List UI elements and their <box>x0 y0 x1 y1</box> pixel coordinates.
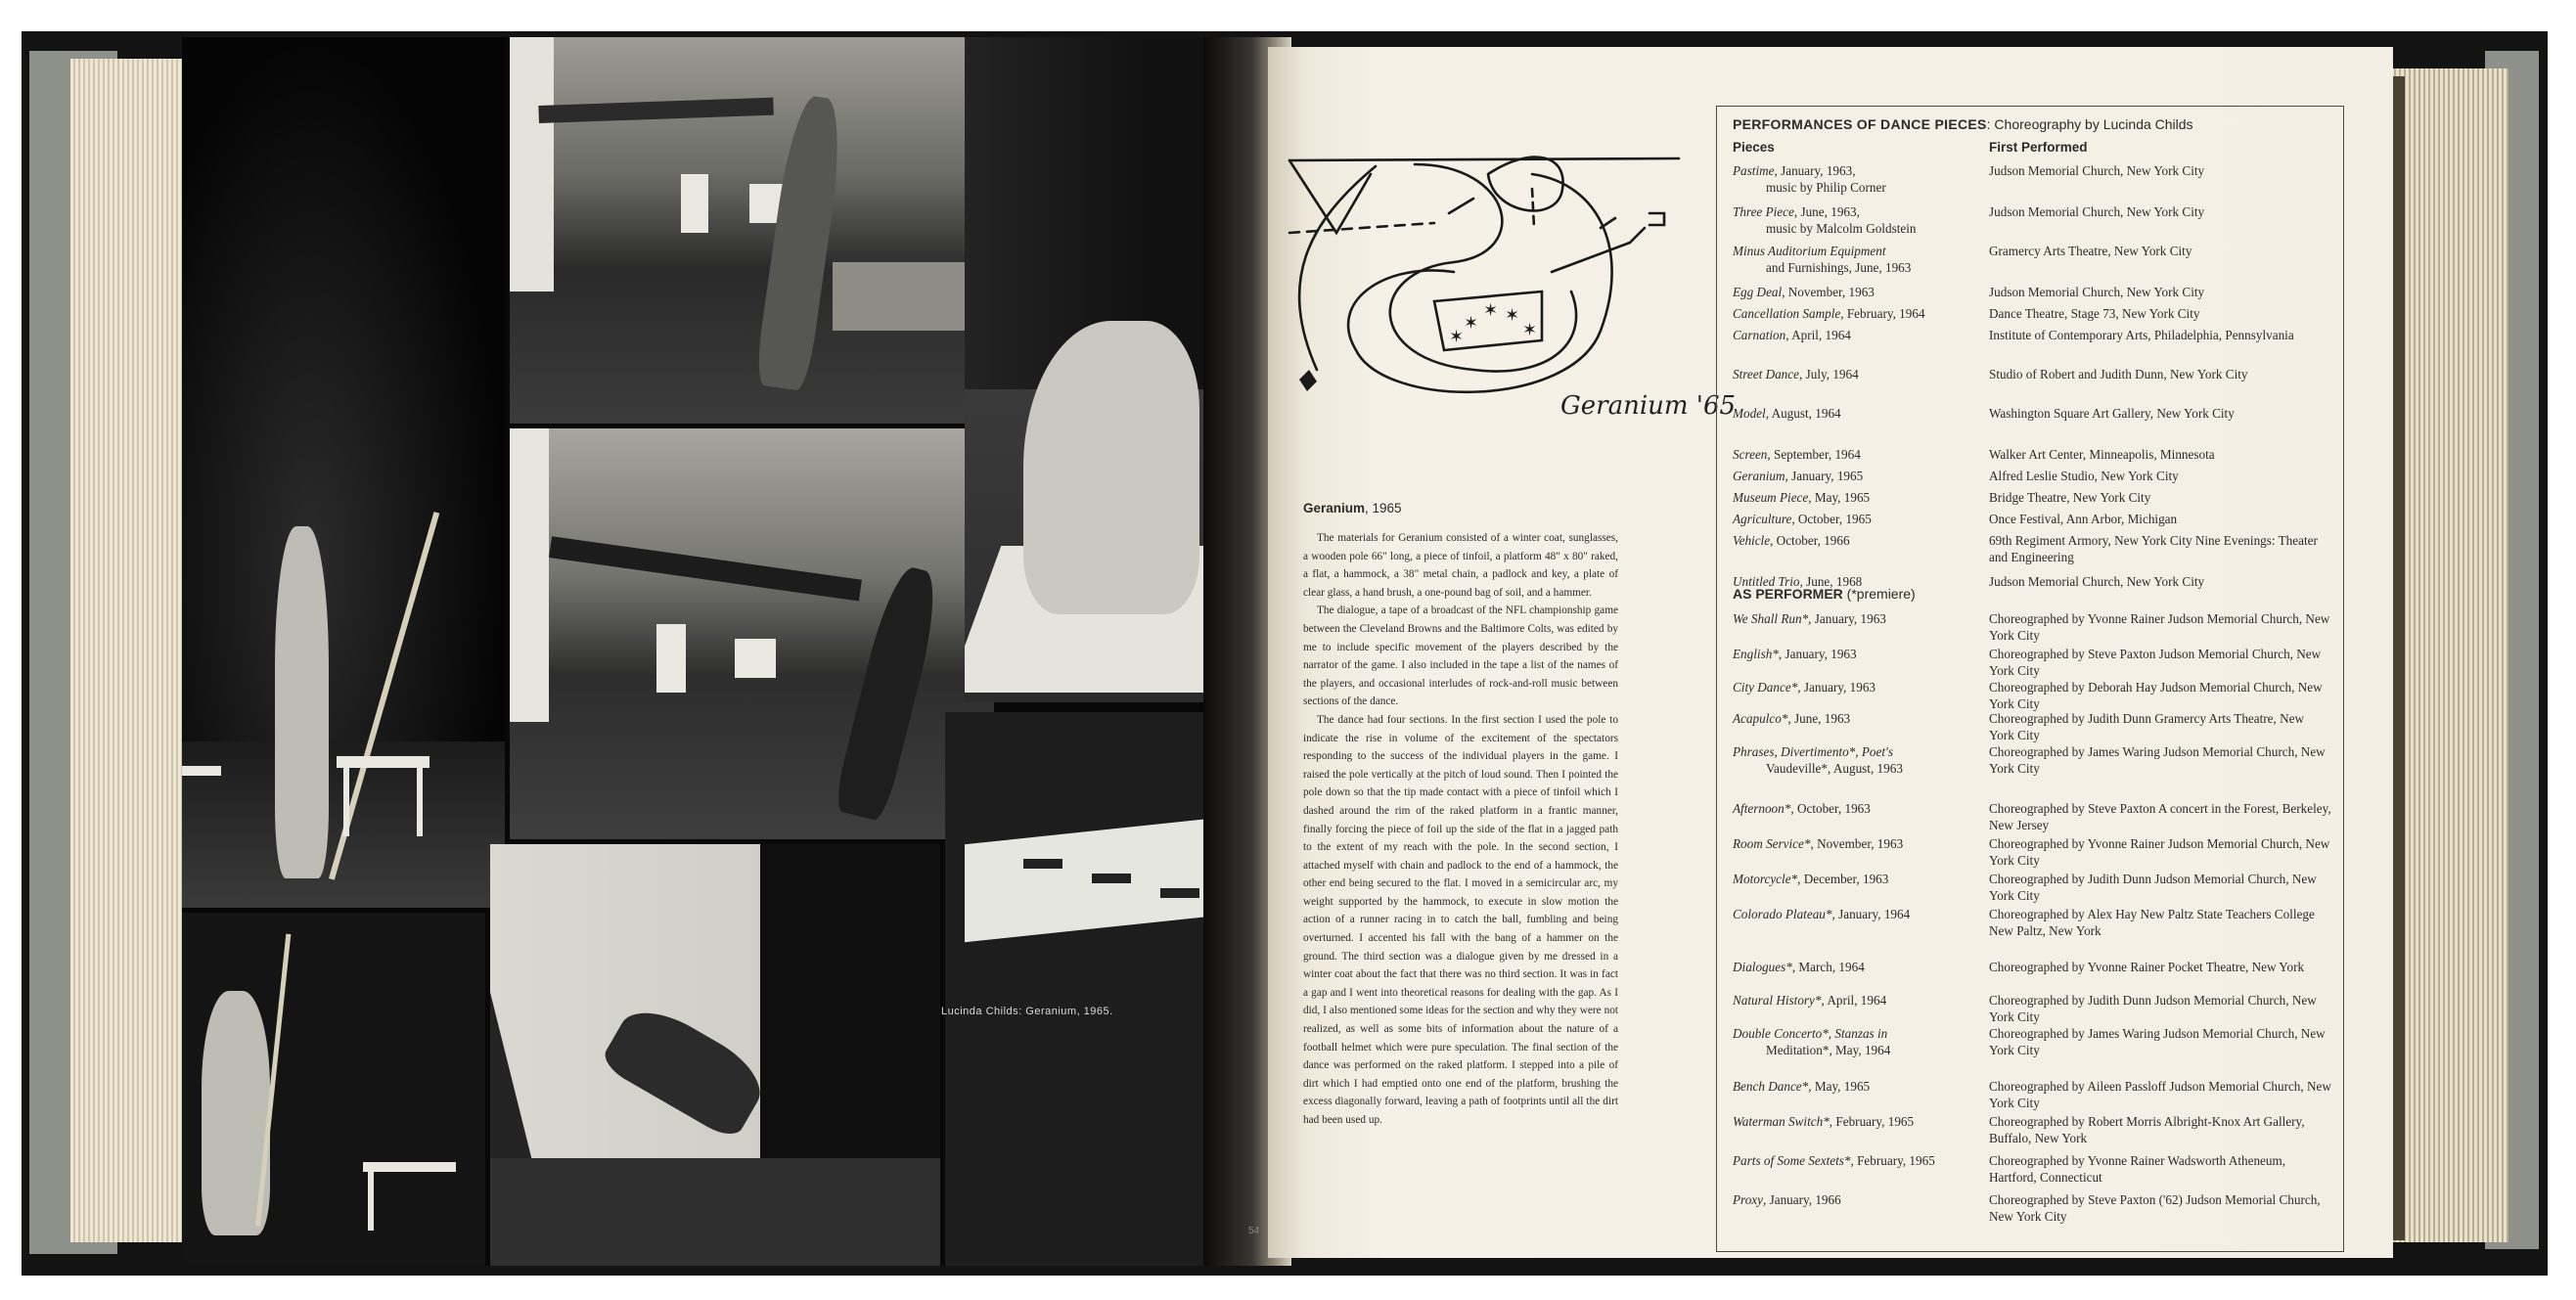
piece-title <box>1733 1026 1985 1058</box>
piece-title <box>1733 367 1985 383</box>
piece-title <box>1733 533 1985 550</box>
piece-name: Afternoon* <box>1733 801 1791 816</box>
essay-paragraph: The dialogue, a tape of a broadcast of the NFL championship game between the Cleveland Browns and the Baltimore Colts, was edited by me to include specific movement of the players described by the narrator of the game. I also included in the tape a list of the names of the players, and occasional interludes of rock-and-roll music between sections of the dance. <box>1303 605 1618 708</box>
piece-name: Three Piece <box>1733 204 1794 219</box>
photo-caption: Lucinda Childs: Geranium, 1965. <box>941 1006 1113 1017</box>
piece-name: Acapulco* <box>1733 711 1788 726</box>
piece-title <box>1733 801 1985 818</box>
performance-venue: Choreographed by Steve Paxton ('62) Judson Memorial Church, New York City <box>1989 1192 2321 1224</box>
performance-venue: Once Festival, Ann Arbor, Michigan <box>1989 512 2178 526</box>
performance-venue: Choreographed by Judith Dunn Judson Memorial Church, New York City <box>1989 993 2317 1024</box>
performances-title-rest: : Choreography by Lucinda Childs <box>1986 116 2193 132</box>
piece-name: Bench Dance* <box>1733 1079 1809 1094</box>
as-performer-note: (*premiere) <box>1842 586 1916 602</box>
svg-text:✶: ✶ <box>1464 313 1479 334</box>
performance-venue: Judson Memorial Church, New York City <box>1989 204 2205 219</box>
piece-date: , December, 1963 <box>1797 872 1889 886</box>
geranium-essay <box>1303 501 1618 1130</box>
svg-text:✶: ✶ <box>1505 305 1520 326</box>
piece-name: Proxy <box>1733 1192 1763 1207</box>
piece-title <box>1733 744 1985 777</box>
piece-name: Carnation <box>1733 328 1786 342</box>
piece-date: , February, 1964 <box>1840 306 1925 321</box>
piece-title <box>1733 836 1985 853</box>
piece-name: Screen <box>1733 447 1768 462</box>
piece-title <box>1733 1153 1985 1170</box>
performance-venue: Choreographed by Deborah Hay Judson Memorial Church, New York City <box>1989 680 2323 711</box>
piece-date: , June, 1968 <box>1799 574 1863 589</box>
piece-date: , February, 1965 <box>1829 1114 1915 1129</box>
piece-title <box>1733 711 1985 728</box>
piece-date: , June, 1963, <box>1793 204 1860 219</box>
piece-subline: Vaudeville*, August, 1963 <box>1766 760 1903 776</box>
diagram-signature: Geranium '65 <box>1560 391 1737 421</box>
performance-venue: Choreographed by Aileen Passloff Judson Memorial Church, New York City <box>1989 1079 2331 1110</box>
piece-name: Colorado Plateau* <box>1733 907 1832 921</box>
piece-title <box>1733 872 1985 888</box>
piece-title <box>1733 1114 1985 1131</box>
photo-collage-page <box>182 37 1268 1266</box>
performance-venue: Bridge Theatre, New York City <box>1989 490 2151 505</box>
essay-year: , 1965 <box>1365 501 1402 516</box>
piece-title <box>1733 647 1985 663</box>
piece-date: , November, 1963 <box>1810 836 1904 851</box>
piece-name: Museum Piece <box>1733 490 1809 505</box>
page-number: 54 <box>1248 1226 1260 1236</box>
performance-venue: Judson Memorial Church, New York City <box>1989 285 2205 299</box>
piece-name: Double Concerto*, Stanzas in <box>1733 1026 1888 1041</box>
piece-date: , April, 1964 <box>1785 328 1851 342</box>
performance-venue: Choreographed by Yvonne Rainer Judson Memorial Church, New York City <box>1989 836 2330 868</box>
piece-name: Street Dance <box>1733 367 1799 381</box>
svg-text:✶: ✶ <box>1522 320 1538 340</box>
performance-venue: Choreographed by Yvonne Rainer Pocket Theatre, New York <box>1989 960 2305 974</box>
piece-date: , October, 1963 <box>1790 801 1871 816</box>
piece-date: , January, 1963 <box>1797 680 1876 695</box>
piece-subline: music by Philip Corner <box>1766 179 1886 195</box>
performance-venue: Dance Theatre, Stage 73, New York City <box>1989 306 2200 321</box>
piece-title <box>1733 680 1985 696</box>
piece-date: , June, 1963 <box>1787 711 1851 726</box>
piece-date: , April, 1964 <box>1821 993 1887 1008</box>
piece-name: Model <box>1733 406 1766 421</box>
performance-venue: Institute of Contemporary Arts, Philadelphia, Pennsylvania <box>1989 328 2294 342</box>
photo-hammock-fall <box>490 844 940 1266</box>
piece-name: Phrases, Divertimento*, Poet's <box>1733 744 1893 759</box>
piece-date: , January, 1963 <box>1808 611 1886 626</box>
performances-title <box>1733 116 2193 132</box>
piece-date: , March, 1964 <box>1791 960 1865 974</box>
photo-seated-pole <box>182 913 485 1266</box>
piece-date: , September, 1964 <box>1767 447 1861 462</box>
piece-title <box>1733 490 1985 507</box>
piece-title <box>1733 163 1985 196</box>
piece-date: , January, 1963 <box>1778 647 1857 661</box>
piece-name: Natural History* <box>1733 993 1822 1008</box>
piece-date: , January, 1965 <box>1785 469 1864 483</box>
piece-name: Geranium <box>1733 469 1785 483</box>
piece-title <box>1733 406 1985 423</box>
piece-name: Cancellation Sample <box>1733 306 1841 321</box>
piece-subline: Meditation*, May, 1964 <box>1766 1042 1891 1057</box>
piece-title <box>1733 1079 1985 1096</box>
piece-name: English* <box>1733 647 1779 661</box>
piece-name: Waterman Switch* <box>1733 1114 1830 1129</box>
piece-name: City Dance* <box>1733 680 1798 695</box>
piece-subline: music by Malcolm Goldstein <box>1766 220 1917 236</box>
piece-date: , October, 1965 <box>1791 512 1872 526</box>
piece-name: Untitled Trio <box>1733 574 1800 589</box>
performance-venue: 69th Regiment Armory, New York City Nine Evenings: Theater and Engineering <box>1989 533 2318 564</box>
piece-title <box>1733 1192 1985 1209</box>
essay-heading <box>1303 501 1618 516</box>
piece-title <box>1733 285 1985 301</box>
photo-leaning-hammock <box>510 428 994 839</box>
piece-date: , July, 1964 <box>1799 367 1859 381</box>
piece-title <box>1733 960 1985 976</box>
performance-venue: Choreographed by James Waring Judson Memorial Church, New York City <box>1989 744 2326 776</box>
piece-date: , November, 1963 <box>1782 285 1875 299</box>
piece-title <box>1733 993 1985 1009</box>
piece-title <box>1733 447 1985 464</box>
piece-title <box>1733 907 1985 923</box>
performance-venue: Choreographed by Steve Paxton A concert in the Forest, Berkeley, New Jersey <box>1989 801 2331 832</box>
essay-paragraph: The dance had four sections. In the first section I used the pole to indicate the rise in volume of the excitement of the spectators responding to the success of the individual players in the game. I raised the pole vertically at the pitch of loud sound. Then I pointed the pole down so that the tip made contact with a piece of tinfoil which I dashed around the rim of the raked platform in a frantic manner, finally forcing the piece of foil up the side of the flat in a jagged path to the extent of my reach with the pole. In the second section, I attached myself with chain and padlock to the end of a hammock, the other end being secured to the flat. I moved in a semicircular arc, my weight supported by the hammock, to execute in slow motion the action of a runner racing in to catch the ball, fumbling and being overturned. I accented his fall with the bang of a hammer on the ground. The third section was a dialogue given by me dressed in a winter coat about the fact that there was no third section. It was in fact a gap and I went into theoretical reasons for dealing with the gap. As I did, I also mentioned some ideas for the section and why they were not realized, as well as some bits of information about the nature of a football helmet which were pure speculation. The final section of the dance was performed on the raked platform. I stepped into a pile of dirt which I had emptied onto one end of the platform, brushing the excess diagonally forward, leaving a path of footprints until all the dirt had been used up. <box>1303 713 1618 1126</box>
performance-venue: Studio of Robert and Judith Dunn, New York City <box>1989 367 2248 381</box>
performance-venue: Choreographed by Judith Dunn Gramercy Arts Theatre, New York City <box>1989 711 2305 742</box>
piece-name: Vehicle <box>1733 533 1771 548</box>
performance-venue: Choreographed by Yvonne Rainer Wadsworth Atheneum, Hartford, Connecticut <box>1989 1153 2286 1185</box>
photo-leaning-top <box>510 37 994 424</box>
piece-name: Parts of Some Sextets* <box>1733 1153 1851 1168</box>
performance-venue: Choreographed by Steve Paxton Judson Memorial Church, New York City <box>1989 647 2322 678</box>
piece-name: Dialogues* <box>1733 960 1792 974</box>
piece-subline: and Furnishings, June, 1963 <box>1766 259 1912 275</box>
piece-name: Agriculture <box>1733 512 1792 526</box>
piece-name: Motorcycle* <box>1733 872 1798 886</box>
performance-venue: Choreographed by Robert Morris Albright-Knox Art Gallery, Buffalo, New York <box>1989 1114 2305 1145</box>
column-header-first-performed: First Performed <box>1989 140 2088 155</box>
performance-venue: Judson Memorial Church, New York City <box>1989 574 2205 589</box>
piece-name: We Shall Run* <box>1733 611 1809 626</box>
as-performer-title: AS PERFORMER <box>1733 586 1843 602</box>
column-header-pieces: Pieces <box>1733 140 1775 155</box>
piece-name: Egg Deal <box>1733 285 1783 299</box>
piece-date: , May, 1965 <box>1808 1079 1871 1094</box>
piece-name: Room Service* <box>1733 836 1811 851</box>
piece-date: , October, 1966 <box>1770 533 1850 548</box>
performance-venue: Choreographed by Judith Dunn Judson Memorial Church, New York City <box>1989 872 2317 903</box>
essay-title: Geranium <box>1303 501 1366 516</box>
photo-pole-standing <box>182 37 505 908</box>
piece-title <box>1733 328 1985 344</box>
performances-table <box>1716 106 2344 1252</box>
performance-venue: Washington Square Art Gallery, New York City <box>1989 406 2235 421</box>
piece-date: , May, 1965 <box>1808 490 1871 505</box>
essay-body <box>1303 529 1618 1130</box>
piece-title <box>1733 306 1985 323</box>
piece-title <box>1733 611 1985 628</box>
performance-venue: Judson Memorial Church, New York City <box>1989 163 2205 178</box>
performance-venue: Choreographed by Alex Hay New Paltz State Teachers College New Paltz, New York <box>1989 907 2315 938</box>
piece-date: , August, 1964 <box>1765 406 1841 421</box>
performance-venue: Walker Art Center, Minneapolis, Minnesota <box>1989 447 2215 462</box>
performance-venue: Choreographed by James Waring Judson Memorial Church, New York City <box>1989 1026 2326 1057</box>
performance-venue: Choreographed by Yvonne Rainer Judson Memorial Church, New York City <box>1989 611 2330 643</box>
piece-title <box>1733 244 1985 276</box>
piece-title <box>1733 512 1985 528</box>
as-performer-heading <box>1733 586 1916 602</box>
essay-paragraph: The materials for Geranium consisted of a winter coat, sunglasses, a wooden pole 66" long, a piece of tinfoil, a platform 48" x 80" raked, a flat, a hammock, a 38" metal chain, a padlock and key, a plate of clear glass, a hand brush, a one-pound bag of soil, and a hammer. <box>1303 532 1618 599</box>
performance-venue: Gramercy Arts Theatre, New York City <box>1989 244 2192 258</box>
svg-text:✶: ✶ <box>1449 327 1465 347</box>
piece-name: Minus Auditorium Equipment <box>1733 244 1886 258</box>
piece-date: , January, 1963, <box>1774 163 1856 178</box>
piece-date: , January, 1966 <box>1763 1192 1841 1207</box>
svg-text:✶: ✶ <box>1483 300 1499 321</box>
piece-title <box>1733 469 1985 485</box>
performances-title-bold: PERFORMANCES OF DANCE PIECES <box>1733 116 1987 132</box>
piece-date: , January, 1964 <box>1831 907 1911 921</box>
performance-venue: Alfred Leslie Studio, New York City <box>1989 469 2179 483</box>
piece-name: Pastime <box>1733 163 1775 178</box>
piece-date: , February, 1965 <box>1850 1153 1935 1168</box>
piece-title <box>1733 204 1985 237</box>
